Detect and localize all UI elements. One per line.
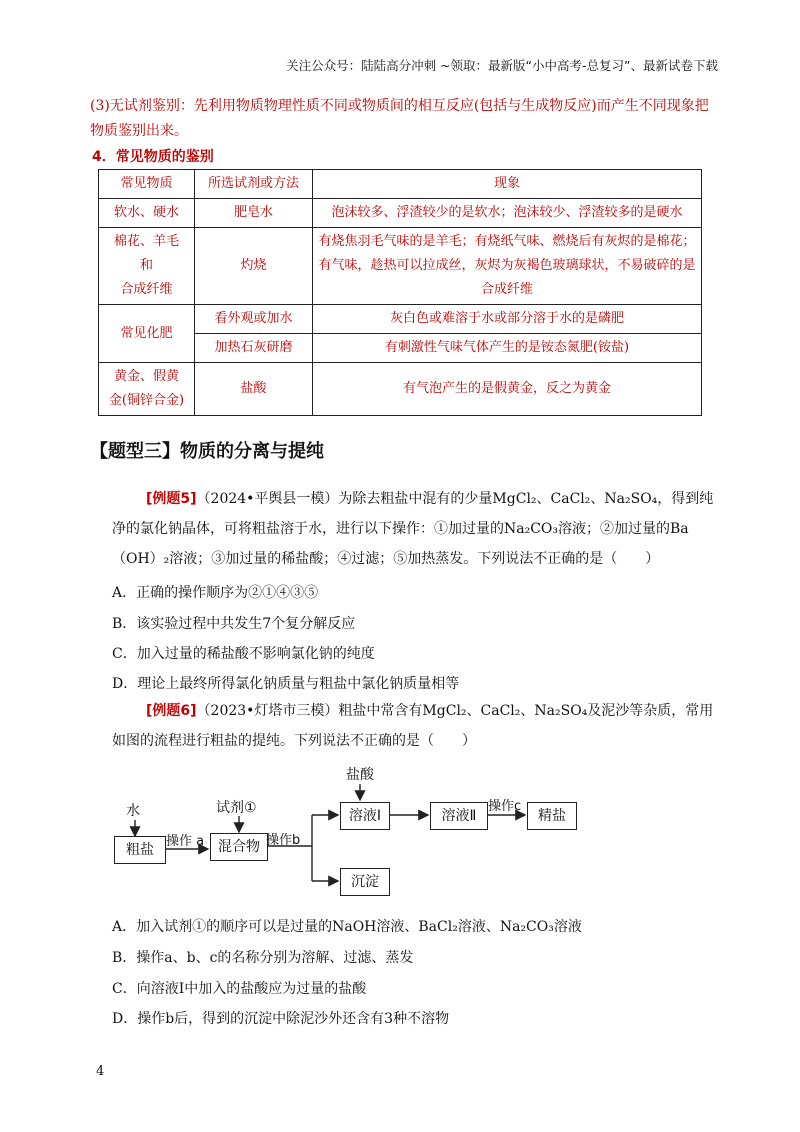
table-cell: 盐酸 [195,363,313,416]
table-cell: 灼烧 [195,228,313,305]
example-5-option-b: B．该实验过程中共发生7个复分解反应 [112,616,356,632]
flow-crude-salt-box: 粗盐 [114,836,166,864]
table-cell: 有烧焦羽毛气味的是羊毛；有烧纸气味、燃烧后有灰烬的是棉花；有气味，趁热可以拉成丝，灰烬为灰褐色玻璃球状，不易破碎的是合成纤维 [313,228,702,305]
example-5-tag: [例题5] [146,491,197,507]
page-header: 关注公众号：陆陆高分冲刺 ~领取：最新版“小中高考-总复习”、最新试卷下载 [286,58,718,73]
table-cell: 肥皂水 [195,199,313,228]
table-cell: 加热石灰研磨 [195,334,313,363]
example-6-option-c: C．向溶液Ⅰ中加入的盐酸应为过量的盐酸 [112,981,367,997]
table-header: 常见物质 [99,170,195,199]
table-header: 所选试剂或方法 [195,170,313,199]
table-header: 现象 [313,170,702,199]
example-6-text: （2023•灯塔市三模）粗盐中常含有MgCl₂、CaCl₂、Na₂SO₄及泥沙等杂质，常用如图的流程进行粗盐的提纯。下列说法不正确的是（ ） [112,703,714,749]
example-5-option-d: D．理论上最终所得氯化钠质量与粗盐中氯化钠质量相等 [112,676,460,692]
table-cell: 常见化肥 [99,305,195,363]
paragraph-no-reagent: (3)无试剂鉴别：先利用物质物理性质不同或物质间的相互反应(包括与生成物反应)而产生不同现象把物质鉴别出来。 [90,98,709,139]
table-cell-line: 金(铜锌合金) [108,393,185,408]
flow-mixture-box: 混合物 [210,833,268,861]
flow-hcl-label: 盐酸 [346,767,374,783]
table-cell: 软水、硬水 [99,199,195,228]
page-number: 4 [96,1064,105,1079]
table-cell-line: 棉花、羊毛 [113,234,179,249]
flow-op-b-label: 操作b [266,833,301,848]
table-cell-line: 合成纤维 [120,282,173,297]
table-cell-line: 和 [139,258,153,273]
example-6-option-b: B．操作a、b、c的名称分别为溶解、过滤、蒸发 [112,950,414,966]
table-cell-line: 黄金、假黄 [113,369,179,384]
flow-op-a-label: 操作 a [166,834,205,849]
example-6-tag: [例题6] [146,703,197,719]
example-5-text: （2024•平舆县一模）为除去粗盐中混有的少量MgCl₂、CaCl₂、Na₂SO₄，得到纯净的氯化钠晶体，可将粗盐溶于水，进行以下操作：①加过量的Na₂CO₃溶液；②加过量的Ba（OH）₂溶液；③加过量的稀盐酸；④过滤；⑤加热蒸发。下列说法不正确的是（ ） [112,491,714,567]
table-cell: 灰白色或难溶于水或部分溶于水的是磷肥 [313,305,702,334]
table-cell: 泡沫较多、浮渣较少的是软水；泡沫较少、浮渣较多的是硬水 [313,199,702,228]
section-4-title: 4．常见物质的鉴别 [92,149,214,165]
table-cell: 有刺激性气味气体产生的是铵态氮肥(铵盐) [313,334,702,363]
section-title: 【题型三】物质的分离与提纯 [90,441,324,462]
flow-reagent-label: 试剂① [216,800,257,816]
table-cell: 看外观或加水 [195,305,313,334]
flow-solution2-box: 溶液Ⅱ [430,802,488,830]
flow-op-c-label: 操作c [488,799,522,814]
example-6-option-d: D．操作b后，得到的沉淀中除泥沙外还含有3种不溶物 [112,1011,450,1027]
flow-precipitate-box: 沉淀 [340,868,390,896]
flow-solution1-box: 溶液Ⅰ [340,802,390,830]
example-6-option-a: A．加入试剂①的顺序可以是过量的NaOH溶液、BaCl₂溶液、Na₂CO₃溶液 [112,919,582,935]
example-5-option-a: A．正确的操作顺序为②①④③⑤ [112,585,319,601]
table-cell: 有气泡产生的是假黄金，反之为黄金 [313,363,702,416]
flow-water-label: 水 [126,803,140,819]
flow-refined-salt-box: 精盐 [527,802,577,830]
example-5-option-c: C．加入过量的稀盐酸不影响氯化钠的纯度 [112,646,375,662]
